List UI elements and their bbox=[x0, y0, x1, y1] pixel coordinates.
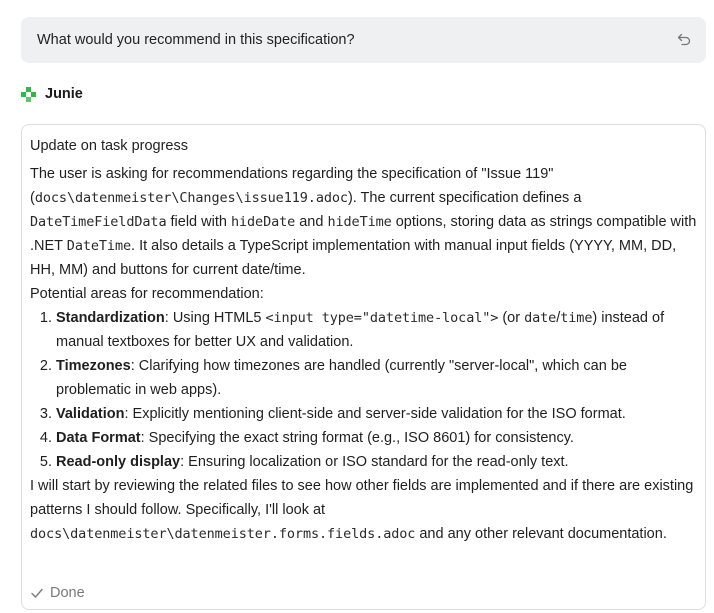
user-message-bubble bbox=[21, 17, 706, 63]
status-indicator bbox=[30, 585, 85, 601]
file-path-code: docs\datenmeister\datenmeister.forms.fields.adoc bbox=[30, 526, 416, 542]
junie-logo-icon bbox=[21, 87, 36, 102]
text-span: (or bbox=[498, 310, 525, 326]
text-span: ). The current specification defines a bbox=[347, 190, 582, 206]
agent-name: Junie bbox=[45, 86, 83, 102]
text-span: : Explicitly mentioning client-side and server-side validation for the ISO format. bbox=[124, 406, 626, 422]
text-span: : Clarifying how timezones are handled (currently "server-local", which can be problematic in web apps). bbox=[56, 358, 627, 398]
text-span: and any other relevant documentation. bbox=[415, 526, 667, 542]
response-paragraph-2 bbox=[30, 474, 700, 546]
inline-code: DateTime bbox=[66, 238, 132, 254]
text-span: : Specifying the exact string format (e.g., ISO 8601) for consistency. bbox=[140, 430, 574, 446]
agent-header bbox=[21, 84, 83, 104]
item-term: Read-only display bbox=[56, 454, 181, 470]
inline-code: hideDate bbox=[230, 214, 296, 230]
inline-code: time bbox=[560, 310, 593, 326]
response-card bbox=[21, 124, 706, 610]
inline-code: <input type="datetime-local"> bbox=[265, 310, 499, 326]
text-span: options, storing data as strings compatible with .NET bbox=[30, 214, 697, 254]
text-span: I will start by reviewing the related files to see how other fields are implemented and if there are existing patterns I should follow. Specifically, I'll look at bbox=[30, 478, 694, 518]
response-body bbox=[30, 134, 700, 546]
list-item bbox=[56, 306, 700, 354]
text-span: / bbox=[556, 310, 561, 326]
item-term: Standardization bbox=[56, 310, 165, 326]
inline-code: DateTimeFieldData bbox=[30, 214, 167, 230]
list-item bbox=[56, 402, 700, 426]
list-item bbox=[56, 450, 700, 474]
text-span: and bbox=[295, 214, 328, 230]
undo-icon[interactable] bbox=[676, 31, 692, 47]
list-item bbox=[56, 426, 700, 450]
check-icon bbox=[30, 586, 44, 600]
status-label: Done bbox=[50, 585, 85, 601]
item-term: Data Format bbox=[56, 430, 141, 446]
text-span: ) instead of manual textboxes for better UX and validation. bbox=[56, 310, 665, 350]
text-span: field with bbox=[166, 214, 231, 230]
inline-code: date bbox=[524, 310, 557, 326]
areas-intro: Potential areas for recommendation: bbox=[30, 286, 264, 302]
task-progress-title: Update on task progress bbox=[30, 138, 188, 154]
text-span: : Using HTML5 bbox=[164, 310, 266, 326]
inline-code: hideTime bbox=[327, 214, 392, 230]
text-span: The user is asking for recommendations regarding the specification of "Issue 119" ( bbox=[30, 166, 554, 206]
user-message-text: What would you recommend in this specification? bbox=[37, 32, 355, 48]
item-term: Validation bbox=[56, 406, 125, 422]
file-path-code: docs\datenmeister\Changes\issue119.adoc bbox=[34, 190, 348, 206]
recommendation-list bbox=[30, 306, 700, 474]
list-item bbox=[56, 354, 700, 402]
item-term: Timezones bbox=[56, 358, 131, 374]
text-span: . It also details a TypeScript implementation with manual input fields (YYYY, MM, DD, HH, MM) and buttons for current date/time. bbox=[30, 238, 677, 278]
response-paragraph-1 bbox=[30, 162, 700, 282]
text-span: : Ensuring localization or ISO standard for the read-only text. bbox=[180, 454, 569, 470]
